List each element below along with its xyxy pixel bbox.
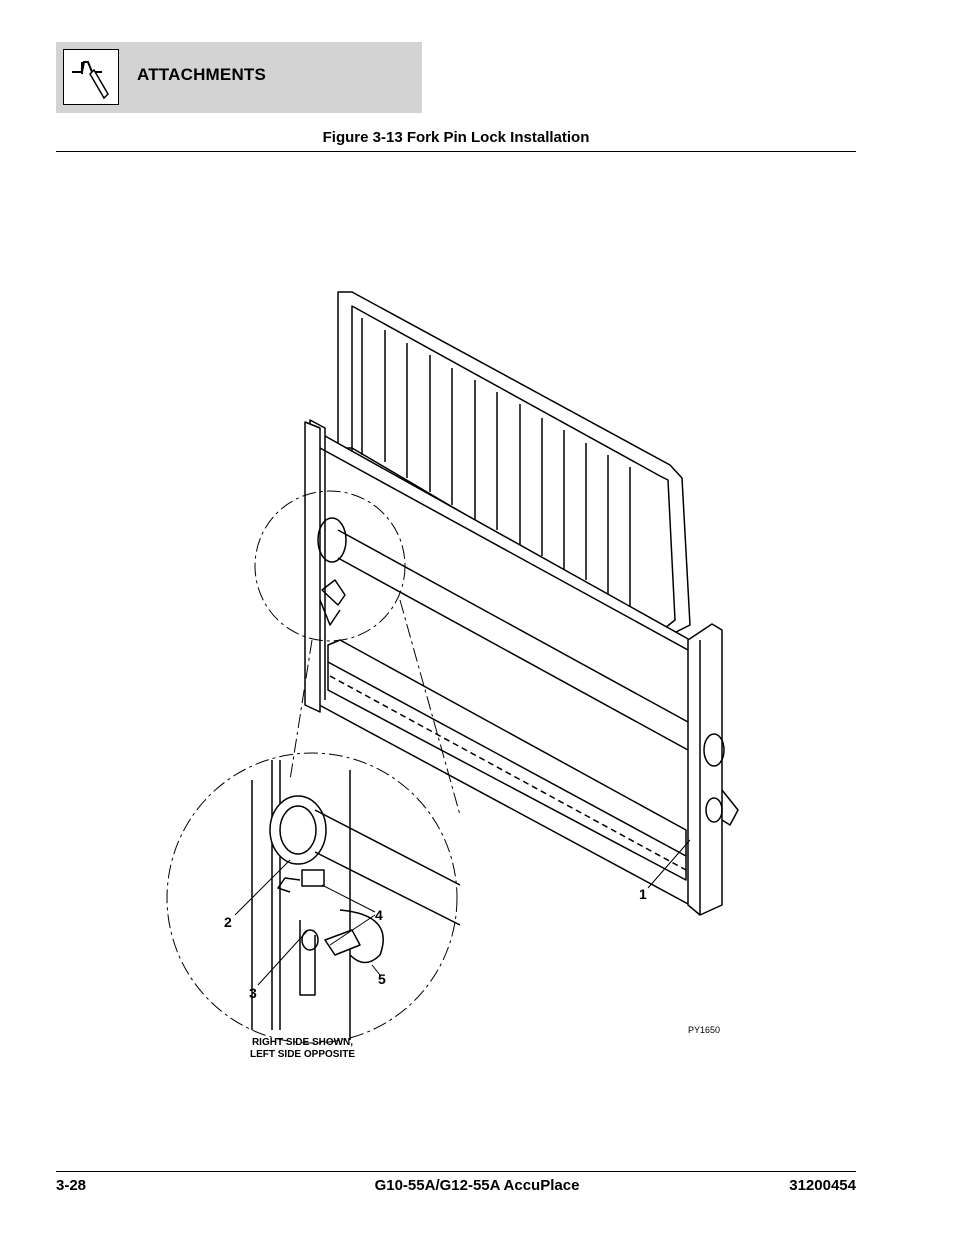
callout-2: 2 xyxy=(224,914,232,930)
detail-note-line-1: RIGHT SIDE SHOWN, xyxy=(251,1037,354,1048)
detail-note-line-2: LEFT SIDE OPPOSITE xyxy=(249,1049,355,1060)
section-title: ATTACHMENTS xyxy=(137,65,267,84)
callout-3: 3 xyxy=(249,985,257,1001)
document-number: 31200454 xyxy=(789,1177,856,1194)
callout-4: 4 xyxy=(375,907,383,923)
figure-title: Figure 3-13 Fork Pin Lock Installation xyxy=(322,129,590,146)
drawing-code: PY1650 xyxy=(688,1025,721,1035)
footer-divider xyxy=(56,1171,856,1172)
callout-5: 5 xyxy=(378,971,386,987)
detail-note xyxy=(230,1037,375,1061)
page-number: 3-28 xyxy=(56,1177,87,1194)
model-name: G10-55A/G12-55A AccuPlace xyxy=(374,1177,580,1194)
callout-1: 1 xyxy=(639,886,647,902)
